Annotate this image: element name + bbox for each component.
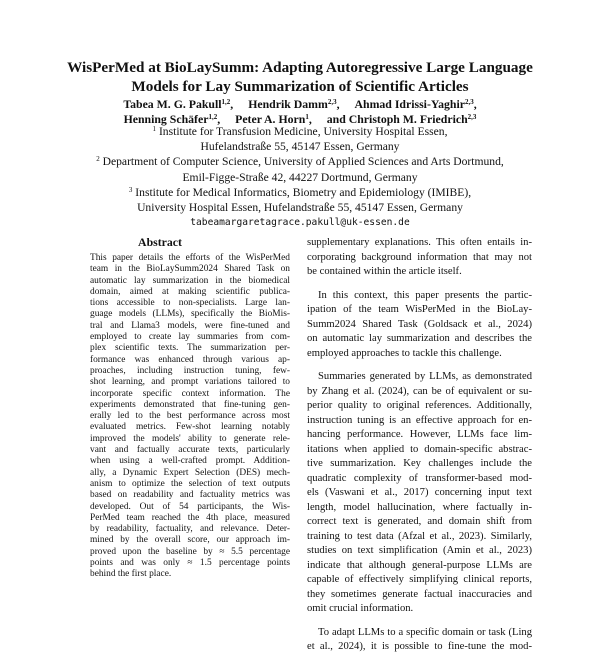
text-line: points and was only ≈ 1.5 percentage points xyxy=(90,558,290,569)
paper-title xyxy=(40,58,560,96)
text-line: employed approaches to tackle this challenge. xyxy=(307,347,502,359)
text-line: training to test data (Afzal et al., 2023). Similarly, xyxy=(307,530,532,542)
affiliation-line: University Hospital Essen, Hufelandstraße 55, 45147 Essen, Germany xyxy=(137,201,463,215)
text-line: omit crucial information. xyxy=(307,603,414,614)
abstract-text xyxy=(90,253,290,581)
text-line: behind the first place. xyxy=(90,569,172,580)
text-line: capable of effectively simplifying clinical reports, xyxy=(307,574,532,585)
text-line: PerMed team reached the 4th place, measured xyxy=(90,512,290,523)
text-line: plex scientific texts. The summarization per- xyxy=(90,343,290,354)
text-line: proaches, including instruction tuning, few- xyxy=(90,365,290,376)
title-line: Models for Lay Summarization of Scientific Articles xyxy=(131,78,469,95)
text-line: quadratic complexity of transformer-based mod- xyxy=(307,472,532,484)
paragraph xyxy=(307,370,532,617)
text-line: formance was enhanced through various ap- xyxy=(90,354,290,365)
author: Tabea M. G. Pakull$^{1,2}$, xyxy=(123,97,234,111)
paragraph xyxy=(307,236,532,280)
abstract-heading: Abstract xyxy=(138,235,182,249)
affiliation-line: Hufelandstraße 55, 45147 Essen, Germany xyxy=(200,140,400,154)
text-line: by readability, factuality, and relevance. Deter- xyxy=(90,524,290,535)
text-line: erally led to the best performance across most xyxy=(90,411,290,422)
author-email: tabeamargaretagrace.pakull@uk-essen.de xyxy=(190,217,410,229)
text-line: corporating background information that may not xyxy=(307,251,532,263)
text-line: team in the BioLaySumm2024 Shared Task on xyxy=(90,264,290,275)
text-line: be contained within the article itself. xyxy=(307,266,462,277)
text-line: length, model hallucination, where factually in- xyxy=(307,501,532,513)
text-line: indicate that although general-purpose LLMs are xyxy=(307,559,532,571)
text-line: vant and factually accurate texts, particularly xyxy=(90,445,290,456)
body-column xyxy=(307,236,532,655)
text-line: domain, aimed at making scientific publica- xyxy=(90,286,290,297)
text-line: based on readability and factuality metrics was xyxy=(90,490,290,501)
text-line: ipation of the team WisPerMed in the BioLay- xyxy=(307,304,532,315)
text-line: developed. Out of 54 participants, the Wis- xyxy=(90,501,290,512)
text-line: automatic lay summarization in the biomedical xyxy=(90,275,290,286)
title-line: WisPerMed at BioLaySumm: Adapting Autoregressive Large Language xyxy=(67,59,533,76)
text-line: els (Vaswani et al., 2017) concerning input text xyxy=(307,487,532,498)
text-line: incorporate specific context information. The xyxy=(90,388,290,399)
text-line: tions accessible to non-specialists. Large lan- xyxy=(90,298,290,309)
text-line: employed to create lay summaries from com- xyxy=(90,332,290,343)
text-line: by Zhang et al. (2024), can be of equivalent or su- xyxy=(307,385,532,397)
text-line: evaluated metrics. Few-shot learning notably xyxy=(90,422,290,433)
text-line: itations when applied to domain-specific abstrac- xyxy=(307,443,532,455)
text-line: ally, a Dynamic Expert Selection (DES) mech- xyxy=(90,467,290,478)
text-line: To adapt LLMs to a specific domain or task (Ling xyxy=(318,626,532,638)
text-line: on automatic lay summarization and describes the xyxy=(307,333,532,344)
text-line: et al., 2024), it is possible to fine-tune the mod- xyxy=(307,641,532,652)
text-line: shot learning, and prompt variations tailored to xyxy=(90,377,290,388)
author: Henning Schäfer$^{1,2}$, xyxy=(123,112,221,126)
text-line: This paper details the efforts of the WisPerMed xyxy=(90,253,290,263)
text-line: Summ2024 Shared Task (Goldsack et al., 2024) xyxy=(307,318,532,330)
paragraph xyxy=(307,626,532,655)
text-line: supplementary explanations. This often entails in- xyxy=(307,237,532,248)
text-line: experiments demonstrated that fine-tuning gen- xyxy=(90,399,290,410)
text-line: improved the models' ability to generate rele- xyxy=(90,433,290,444)
author: Hendrik Damm$^{2,3}$, xyxy=(248,97,340,111)
text-line: anism to optimize the selection of text outputs xyxy=(90,478,290,489)
author: Peter A. Horn$^1$, xyxy=(235,112,312,126)
author-list xyxy=(40,97,560,127)
affiliation-line: $^2$ Department of Computer Science, University of Applied Sciences and Arts Dortmund, xyxy=(96,155,504,169)
affiliation-line: $^3$ Institute for Medical Informatics, Biometry and Epidemiology (IMIBE), xyxy=(128,185,472,199)
text-line: In this context, this paper presents the partic- xyxy=(318,289,532,301)
text-line: proved upon the baseline by ≈ 5.5 percentage xyxy=(90,546,290,557)
text-line: when using a well-crafted prompt. Addition- xyxy=(90,456,290,467)
text-line: tive summarization. Key challenges include the xyxy=(307,458,532,469)
text-line: tral and Llama3 models, were fine-tuned and xyxy=(90,320,290,331)
text-line: correct text is generated, and domain shift from xyxy=(307,516,532,527)
text-line: hancing performance. However, LLMs face lim- xyxy=(307,429,532,440)
author: and Christoph M. Friedrich$^{2,3}$ xyxy=(326,112,477,126)
text-line: Summaries generated by LLMs, as demonstrated xyxy=(318,371,532,382)
affiliation-line: Emil-Figge-Straße 42, 44227 Dortmund, Germany xyxy=(182,170,418,184)
text-line: instruction tuning is an effective approach for en- xyxy=(307,414,532,426)
text-line: guage models (LLMs), specifically the BioMis- xyxy=(90,309,290,320)
text-line: mined by the overall score, our approach im- xyxy=(90,535,290,546)
paragraph xyxy=(307,289,532,362)
affiliation-line: $^1$ Institute for Transfusion Medicine, University Hospital Essen, xyxy=(152,125,448,138)
text-line: studies on text simplification (Amin et al., 2023) xyxy=(307,545,532,556)
author: Ahmad Idrissi-Yaghir$^{2,3}$, xyxy=(354,97,477,111)
text-line: perior quality to original references. Additionally, xyxy=(307,400,532,411)
affiliations xyxy=(40,124,560,230)
text-line: they sometimes generate factual inaccuracies and xyxy=(307,588,532,600)
